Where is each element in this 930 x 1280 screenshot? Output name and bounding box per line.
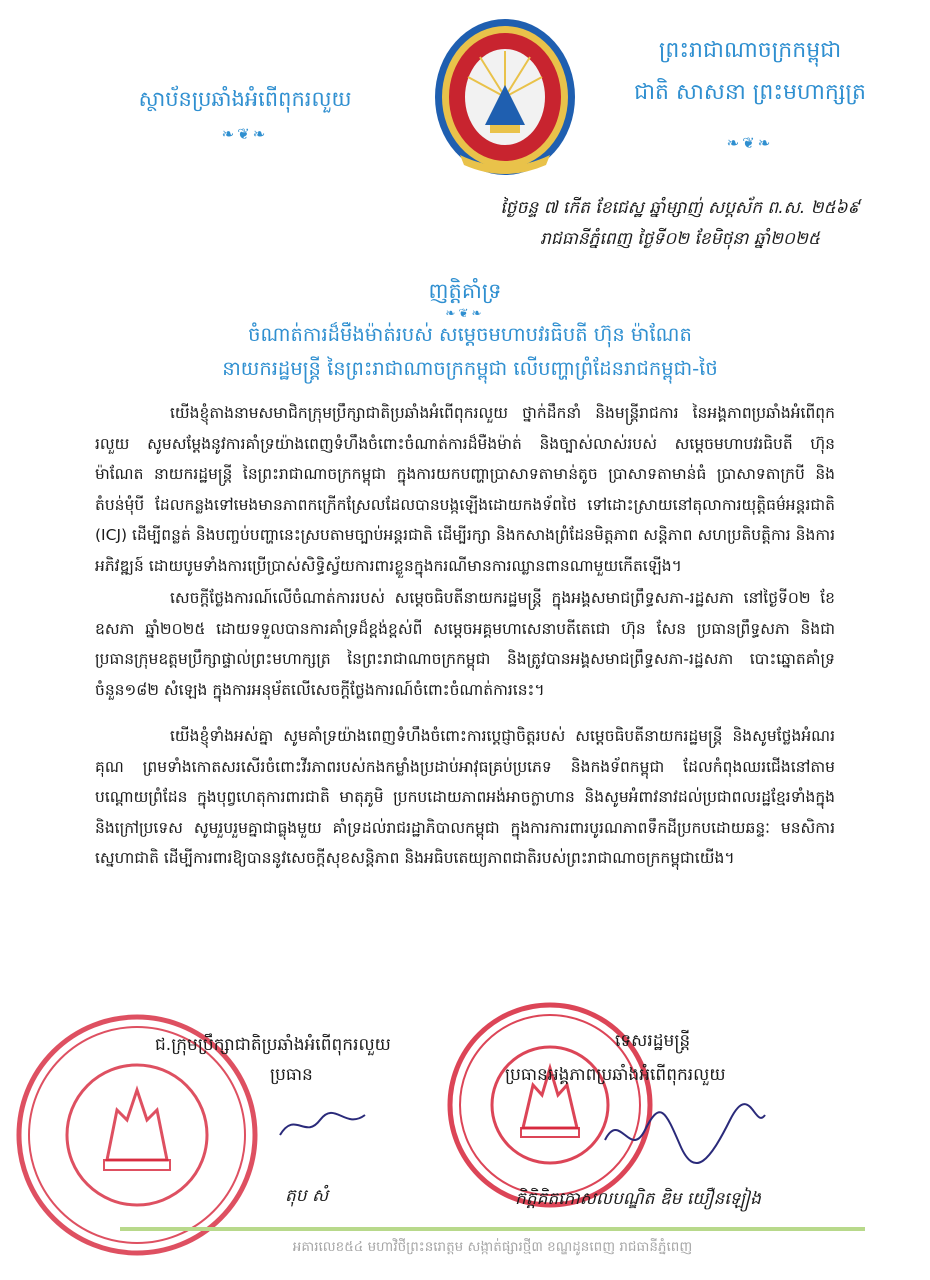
lunar-date: ថ្ងៃចន្ទ ៧ កើត ខែជេស្ឋ ឆ្នាំម្សាញ់ សប្តស័ក ព.ស. ២៥៦៩ [500, 198, 860, 218]
org-name: ស្ថាប័នប្រឆាំងអំពើពុករលួយ [138, 87, 352, 111]
ornament-divider: ❧❦❧ [221, 125, 269, 143]
acu-emblem [430, 15, 580, 180]
signatory-role: ប្រធានអង្គភាពប្រឆាំងអំពើពុករលួយ [505, 1065, 726, 1085]
body-paragraph: យើងខ្ញុំទាំងអស់គ្នា សូមគាំទ្រយ៉ាងពេញទំហឹងចំពោះការប្តេជ្ញាចិត្តរបស់ សម្តេចធិបតីនាយករដ្ឋមន្ត្រី និងសូមថ្លែងអំណរគុណ ព្រមទាំងកោតសរសើរចំពោះវីរភាពរបស់កងកម្លាំងប្រដាប់អាវុធគ្រប់ប្រភេទ និងកងទ័ពកម្ពុជា ដែលកំពុងឈរជើងនៅតាមបណ្តោយព្រំដែន ក្នុងបុព្វហេតុការពារជាតិ មាតុភូមិ ប្រកបដោយភាពអង់អាចក្លាហាន និងសូមអំពាវនាវដល់ប្រជាពលរដ្ឋខ្មែរទាំងក្នុង និងក្រៅប្រទេស សូមរួបរួមគ្នាជាធ្លុងមួយ គាំទ្រដល់រាជរដ្ឋាភិបាលកម្ពុជា ក្នុងការការពារបូរណភាពទឹកដីប្រកបដោយឆន្ទៈ មនសិការស្នេហាជាតិ ដើម្បីការពារឱ្យបាននូវសេចក្តីសុខសន្តិភាព និងអធិបតេយ្យភាពជាតិរបស់ព្រះរាជាណាចក្រកម្ពុជាយើង។ [95, 727, 835, 867]
signatory-title: ទេសរដ្ឋមន្ត្រី [615, 1031, 691, 1051]
signatory-name: តុប សំ [285, 1186, 329, 1206]
title-line: នាយករដ្ឋមន្ត្រី នៃព្រះរាជាណាចក្រកម្ពុជា លើបញ្ហាព្រំដែនរាជកម្ពុជា-ថៃ [222, 357, 718, 380]
ornament-divider: ❧❦❧ [726, 134, 774, 152]
signature-mark [600, 1100, 770, 1170]
header-left [100, 86, 390, 143]
document-type: ញត្តិគាំទ្រ [428, 279, 502, 303]
body-paragraph: សេចក្តីថ្លែងការណ៍លើចំណាត់ការរបស់ សម្តេចធិបតីនាយករដ្ឋមន្ត្រី ក្នុងអង្គសមាជព្រឹទ្ធសភា-រដ្ឋសភា នៅថ្ងៃទី០២ ខែឧសភា ឆ្នាំ២០២៥ ដោយទទួលបានការគាំទ្រដ៏ខ្ពង់ខ្ពស់ពី សម្តេចអគ្គមហាសេនាបតីតេជោ ហ៊ុន សែន ប្រធានព្រឹទ្ធសភា និងជា ប្រធានក្រុមឧត្តមប្រឹក្សាផ្ទាល់ព្រះមហាក្សត្រ នៃព្រះរាជាណាចក្រកម្ពុជា និងត្រូវបានអង្គសមាជព្រឹទ្ធសភា-រដ្ឋសភា បោះឆ្នោតគាំទ្រចំនួន១៨២ សំឡេង ក្នុងការអនុម័តលើសេចក្តីថ្លែងការណ៍ចំពោះចំណាត់ការនេះ។ [95, 589, 835, 699]
footer-address: អគារលេខ៥៤ មហាវិថីព្រះនរោត្តម សង្កាត់ផ្សារថ្មី៣ ខណ្ឌដូនពេញ រាជធានីភ្នំពេញ [292, 1239, 693, 1255]
national-motto: ជាតិ សាសនា ព្រះមហាក្សត្រ [634, 80, 866, 105]
footer-divider [120, 1227, 865, 1231]
body-paragraph: យើងខ្ញុំតាងនាមសមាជិកក្រុមប្រឹក្សាជាតិប្រឆាំងអំពើពុករលួយ ថ្នាក់ដឹកនាំ និងមន្ត្រីរាជការ នៃអង្គភាពប្រឆាំងអំពើពុករលួយ សូមសម្តែងនូវការគាំទ្រយ៉ាងពេញទំហឹងចំពោះចំណាត់ការដ៏មឺងម៉ាត់ និងច្បាស់លាស់របស់ សម្តេចមហាបវរធិបតី ហ៊ុន ម៉ាណែត នាយករដ្ឋមន្ត្រី នៃព្រះរាជាណាចក្រកម្ពុជា ក្នុងការយកបញ្ហាប្រាសាទតាមាន់តូច ប្រាសាទតាមាន់ធំ ប្រាសាទតាក្របី និងតំបន់មុំបី ដែលកន្លងទៅមេងមានភាពកក្រើកស្រែលដែលបានបង្កឡើងដោយកងទ័ពថៃ ទៅដោះស្រាយនៅតុលាការយុត្តិធម៌អន្តរជាតិ (ICJ) ដើម្បីពន្លត់ និងបញ្ចប់បញ្ហានេះស្របតាមច្បាប់អន្តរជាតិ ដើម្បីរក្សា និងកសាងព្រំដែនមិត្តភាព សន្តិភាព សហប្រតិបត្តិការ និងការអភិវឌ្ឍន៍ ដោយបូមទាំងការប្រើប្រាស់សិទ្ធិស្វ័យការពារខ្លួនក្នុងករណីមានការឈ្លានពានណាមួយកើតឡើង។ [95, 404, 835, 575]
header-right [585, 30, 915, 164]
kingdom-name: ព្រះរាជាណាចក្រកម្ពុជា [658, 38, 842, 63]
signatory-name: កិត្តិគិតកោសលបណ្ឌិត ឌិម យឿនឡៀង [515, 1189, 761, 1209]
signatory-role: ប្រធាន [270, 1065, 313, 1085]
document-body [95, 398, 835, 874]
solar-date: រាជធានីភ្នំពេញ ថ្ងៃទី០២ ខែមិថុនា ឆ្នាំ២០២៥ [540, 229, 820, 249]
ornament-divider: ❧❦❧ [445, 306, 485, 320]
date-block [470, 193, 890, 255]
document-title [120, 318, 820, 386]
signature-mark [270, 1100, 380, 1150]
signatory-title: ជ.ក្រុមប្រឹក្សាជាតិប្រឆាំងអំពើពុករលួយ [155, 1035, 391, 1055]
title-line: ចំណាត់ការដ៏មឺងម៉ាត់របស់ សម្តេចមហាបវរធិបតី ហ៊ុន ម៉ាណែត [248, 323, 692, 346]
